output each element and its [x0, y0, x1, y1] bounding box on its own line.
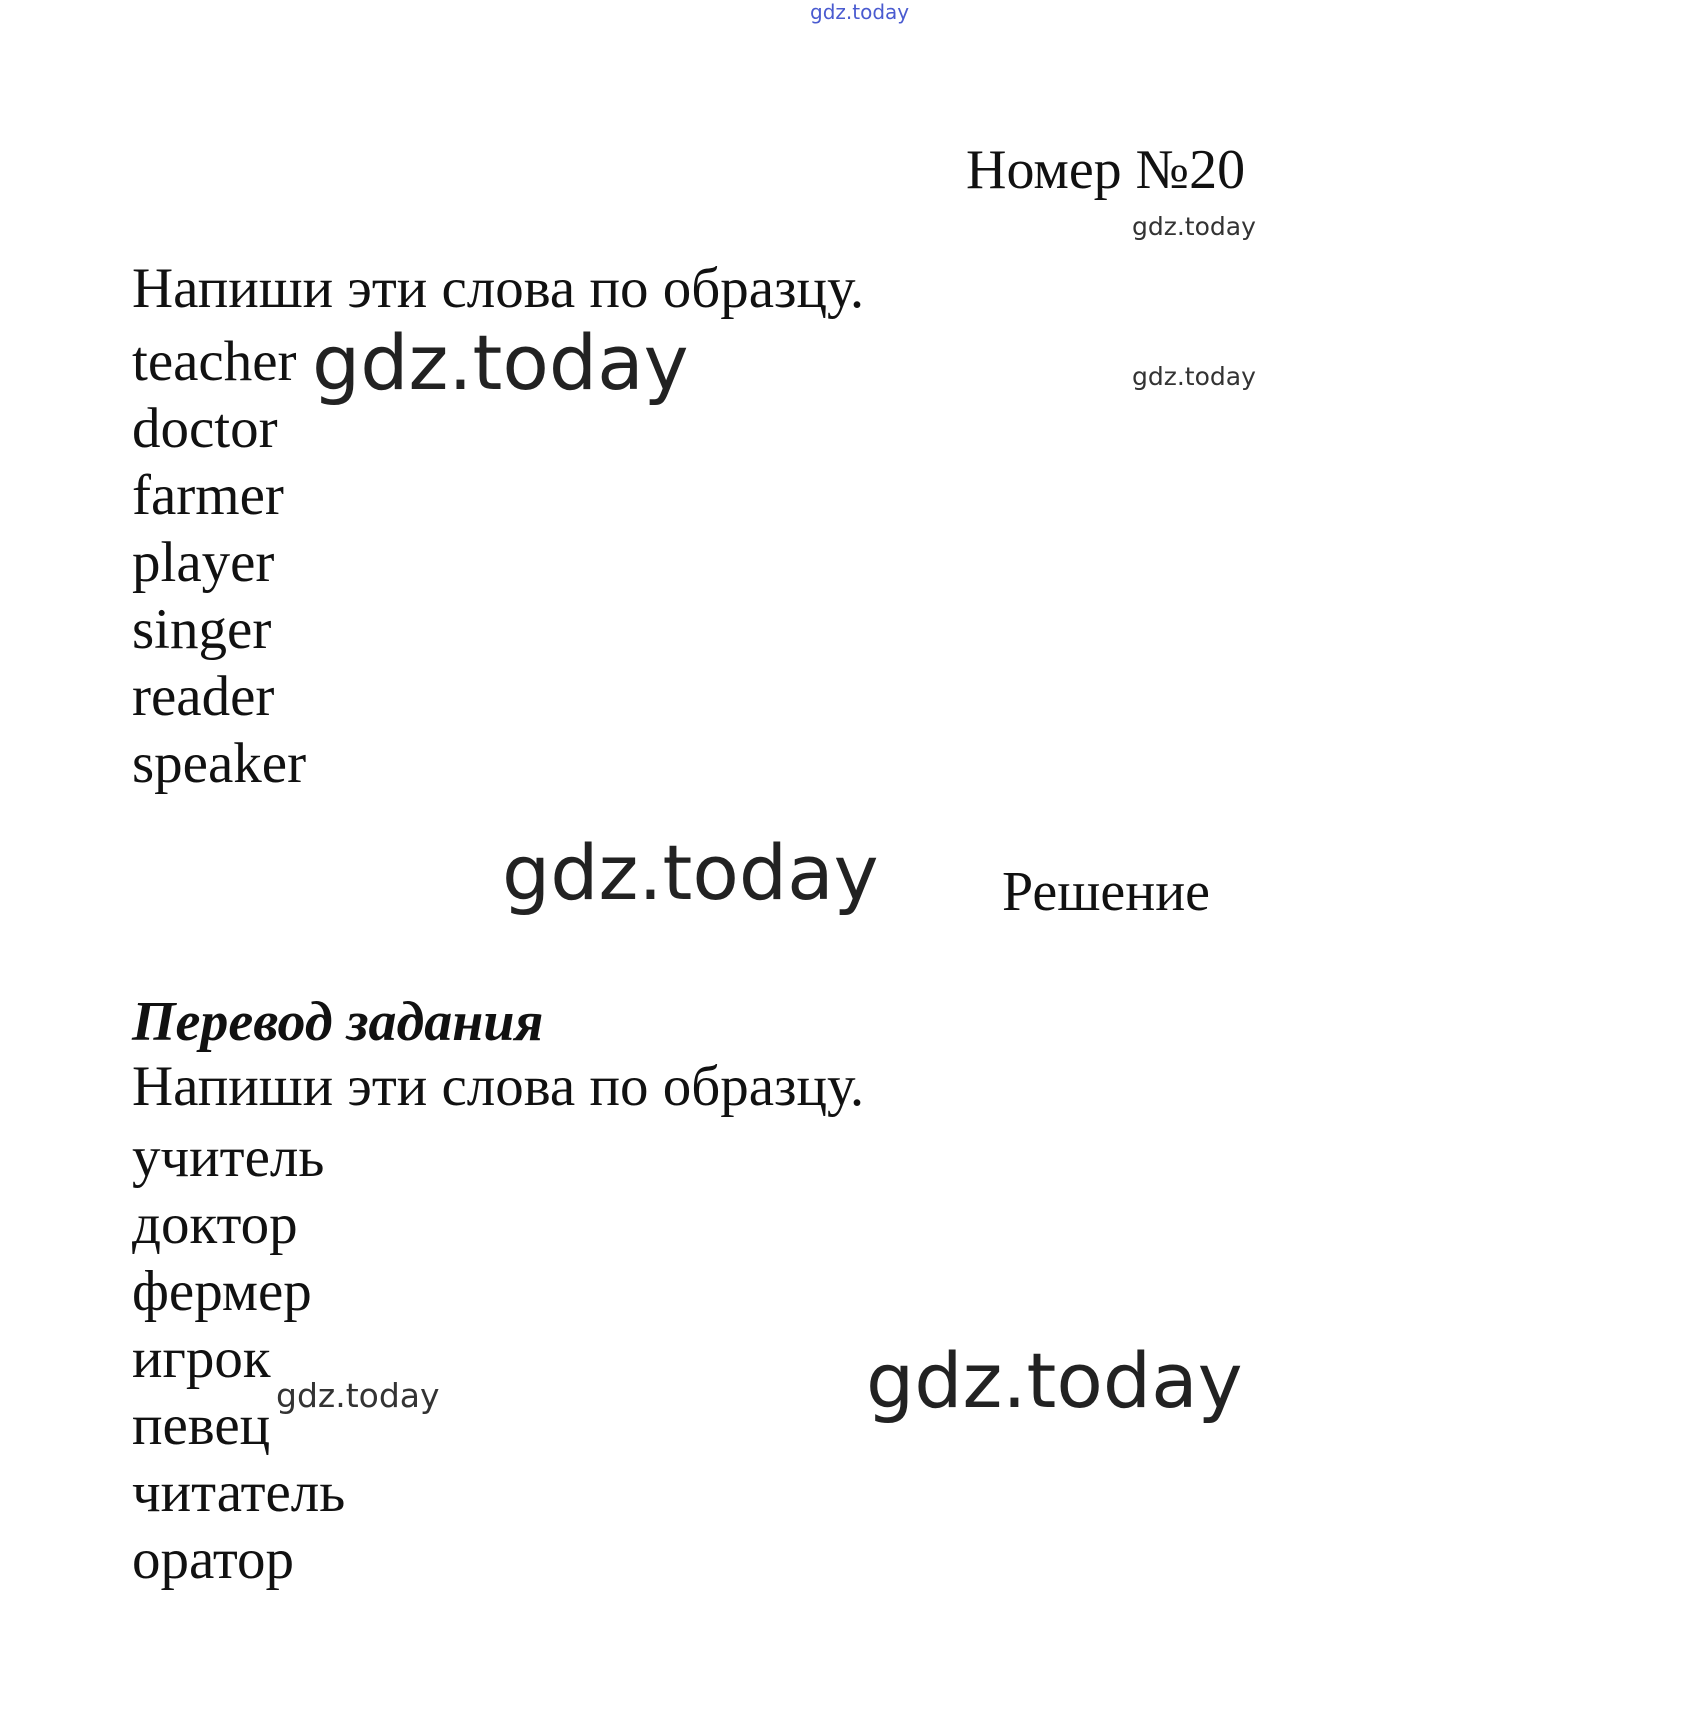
word-item: player: [132, 531, 275, 594]
translation-word-list: [132, 1124, 345, 1593]
watermark-large: gdz.today: [312, 318, 689, 407]
word-item: доктор: [132, 1193, 298, 1256]
word-item: игрок: [132, 1327, 271, 1390]
watermark-small: gdz.today: [1132, 362, 1256, 391]
page-title: Номер №20: [966, 139, 1246, 201]
watermark-small: gdz.today: [276, 1376, 440, 1415]
solution-label: Решение: [1002, 861, 1211, 923]
translation-instruction: Напиши эти слова по образцу.: [132, 1055, 865, 1118]
word-item: teacher: [132, 330, 297, 393]
task-word-list: [132, 328, 306, 797]
word-item: фермер: [132, 1260, 312, 1323]
watermark-large: gdz.today: [502, 828, 879, 917]
word-item: певец: [132, 1394, 271, 1457]
word-item: читатель: [132, 1461, 346, 1524]
word-item: doctor: [132, 397, 278, 460]
watermark-small: gdz.today: [1132, 212, 1256, 241]
translation-heading: Перевод задания: [132, 991, 544, 1053]
watermark-top: gdz.today: [810, 0, 910, 24]
word-item: учитель: [132, 1126, 325, 1189]
watermark-large: gdz.today: [866, 1336, 1243, 1425]
word-item: singer: [132, 598, 272, 661]
word-item: reader: [132, 665, 275, 728]
word-item: оратор: [132, 1528, 294, 1591]
word-item: farmer: [132, 464, 284, 527]
task-instruction: Напиши эти слова по образцу.: [132, 257, 865, 320]
word-item: speaker: [132, 732, 307, 795]
